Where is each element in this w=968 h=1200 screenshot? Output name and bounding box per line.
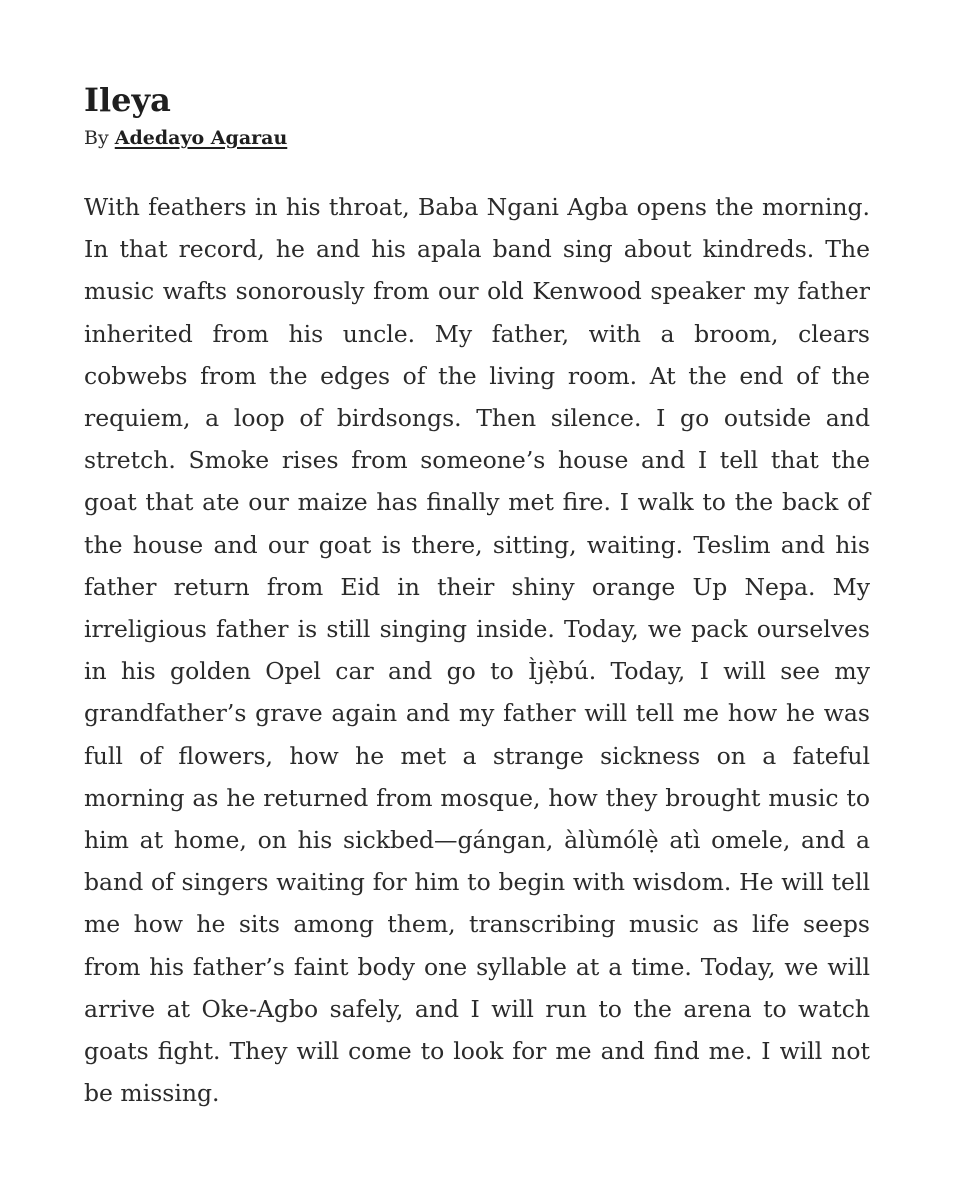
article bbox=[84, 78, 870, 1114]
article-title: Ileya bbox=[84, 81, 171, 119]
byline-prefix: By bbox=[84, 127, 109, 149]
article-body: With feathers in his throat, Baba Ngani Agba opens the morning. In that record, he and his apala band sing about kindreds. The music wafts sonorously from our old Kenwood speaker my father inherited from his uncle. My father, with a broom, clears cobwebs from the edges of the living room. At the end of the requiem, a loop of birdsongs. Then silence. I go outside and stretch. Smoke rises from someone’s house and I tell that the goat that ate our maize has finally met fire. I walk to the back of the house and our goat is there, sitting, waiting. Teslim and his father return from Eid in their shiny orange Up Nepa. My irreligious father is still singing inside. Today, we pack ourselves in his golden Opel car and go to Ìjẹ̀bú. Today, I will see my grandfather’s grave again and my father will tell me how he was full of flowers, how he met a strange sickness on a fateful morning as he returned from mosque, how they brought music to him at home, on his sickbed—gángan, àlùmólẹ̀ atì omele, and a band of singers waiting for him to begin with wisdom. He will tell me how he sits among them, transcribing music as life seeps from his father’s faint body one syllable at a time. Today, we will arrive at Oke-Agbo safely, and I will run to the arena to watch goats fight. They will come to look for me and find me. I will not be missing. bbox=[84, 193, 870, 1108]
author-link[interactable]: Adedayo Agarau bbox=[114, 127, 288, 149]
byline bbox=[84, 124, 870, 152]
